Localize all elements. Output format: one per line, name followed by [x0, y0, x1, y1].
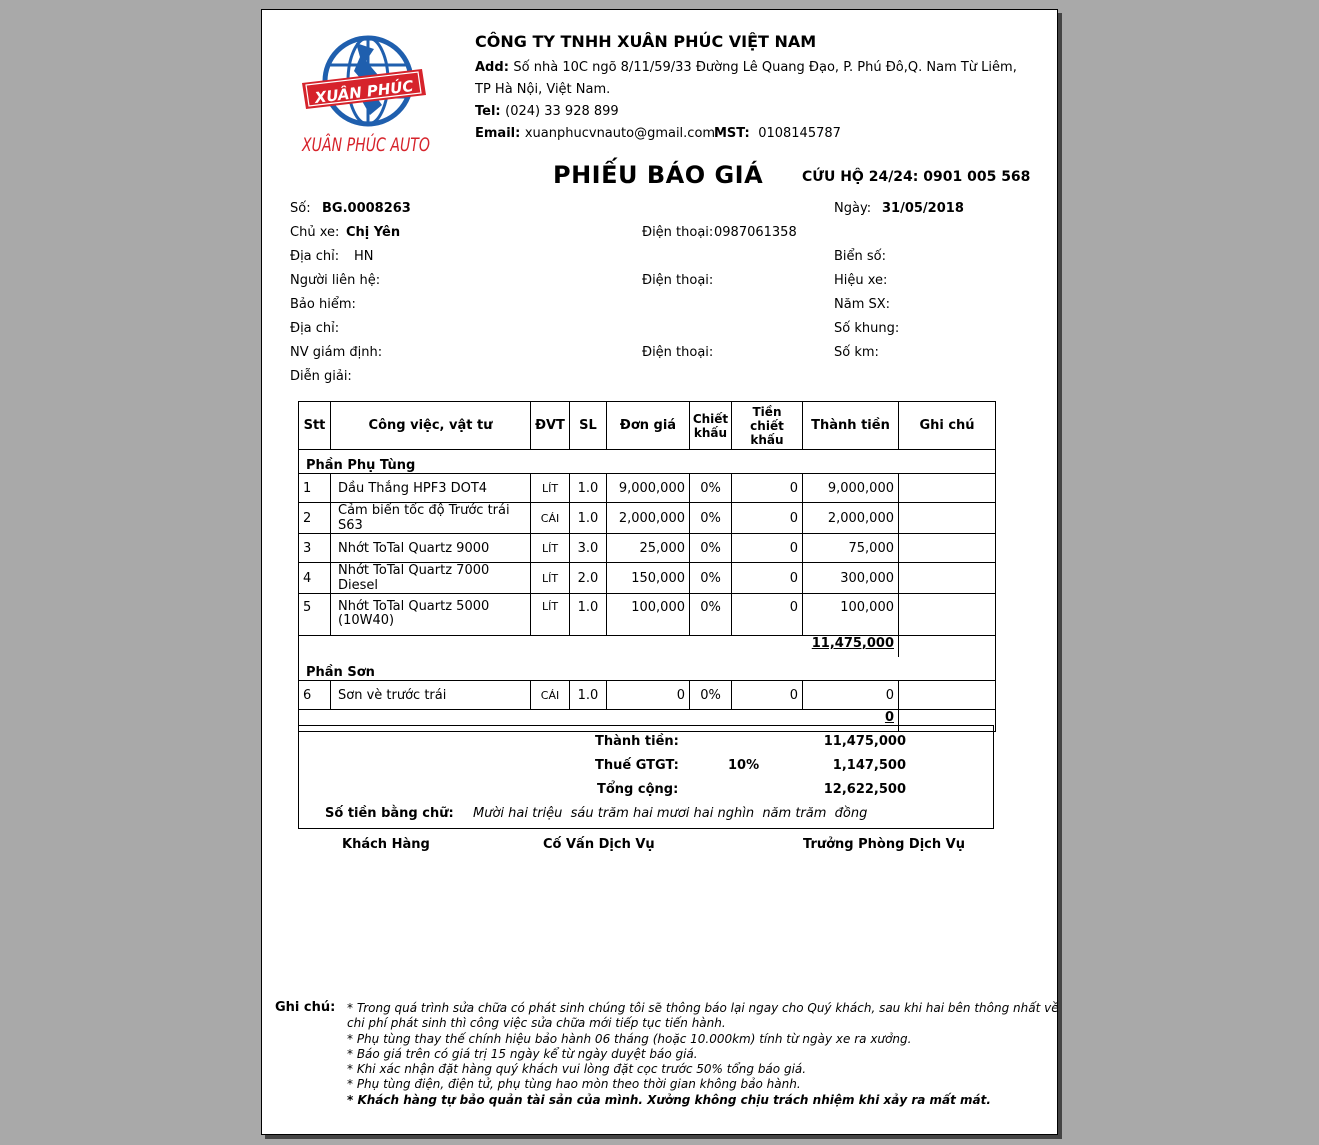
cell-qty: 1.0 — [570, 681, 607, 710]
bang-chu-value: Mười hai triệu sáu trăm hai mươi hai nghìn năm trăm đồng — [473, 806, 868, 821]
nguoi-lien-he-label: Người liên hệ: — [290, 273, 381, 288]
note-line: * Khi xác nhận đặt hàng quý khách vui lòng đặt cọc trước 50% tổng báo giá. — [347, 1062, 807, 1077]
cell-price: 9,000,000 — [607, 474, 690, 503]
cell-total: 0 — [803, 681, 899, 710]
header-cong-viec: Công việc, vật tư — [331, 402, 531, 450]
section-name: Phần Sơn — [299, 657, 996, 681]
cell-name: Sơn vè trước trái — [331, 681, 531, 710]
chu-xe-label: Chủ xe: — [290, 225, 340, 240]
cell-qty: 3.0 — [570, 534, 607, 563]
dia-chi-label: Địa chỉ: — [290, 249, 340, 264]
cell-disc-amt: 0 — [732, 563, 803, 594]
note-line: * Phụ tùng thay thế chính hiệu bảo hành 06 tháng (hoặc 10.000km) tính từ ngày xe ra xưởng. — [347, 1031, 912, 1046]
company-email: Email: xuanphucvnauto@gmail.com — [475, 126, 716, 141]
nv-giam-dinh-label: NV giám định: — [290, 345, 383, 360]
cell-total: 9,000,000 — [803, 474, 899, 503]
hieu-xe-label: Hiệu xe: — [834, 273, 888, 288]
chu-xe-value: Chị Yên — [346, 225, 401, 240]
cell-unit: LÍT — [531, 474, 570, 503]
cell-disc: 0% — [690, 681, 732, 710]
cell-disc: 0% — [690, 594, 732, 636]
cell-disc: 0% — [690, 563, 732, 594]
cell-name: Cảm biến tốc độ Trước trái S63 — [331, 503, 531, 534]
cell-price: 100,000 — [607, 594, 690, 636]
quotation-page — [261, 9, 1058, 1135]
so-khung-label: Số khung: — [834, 321, 900, 336]
cell-stt: 2 — [299, 503, 331, 534]
header-ghi-chu: Ghi chú — [899, 402, 996, 450]
bang-chu-label: Số tiền bằng chữ: — [325, 806, 454, 821]
cell-unit: LÍT — [531, 534, 570, 563]
company-tax: MST: 0108145787 — [714, 126, 841, 141]
signature-truong-phong: Trưởng Phòng Dịch Vụ — [803, 837, 965, 852]
dia-chi-value: HN — [354, 249, 374, 264]
svg-text:XUÂN PHÚC: XUÂN PHÚC — [313, 77, 415, 107]
cell-stt: 6 — [299, 681, 331, 710]
note-line: chi phí phát sinh thì công việc sửa chữa mới tiếp tục tiến hành. — [347, 1016, 726, 1031]
header-stt: Stt — [299, 402, 331, 450]
header-tien-chiet-khau: Tiền chiết khấu — [732, 402, 803, 450]
cell-disc-amt: 0 — [732, 503, 803, 534]
section-name: Phần Phụ Tùng — [299, 450, 996, 474]
ngay-label: Ngày: — [834, 201, 872, 216]
section-subtotal: 11,475,000 — [299, 636, 899, 658]
table-row — [299, 681, 996, 710]
cell-total: 100,000 — [803, 594, 899, 636]
cell-stt: 1 — [299, 474, 331, 503]
svg-text:XUÂN PHÚC AUTO: XUÂN PHÚC AUTO — [302, 134, 475, 156]
cell-name: Nhớt ToTal Quartz 7000 Diesel — [331, 563, 531, 594]
tong-cong-value: 12,622,500 — [823, 782, 906, 797]
table-row — [299, 534, 996, 563]
table-row — [299, 563, 996, 594]
company-tel: Tel: (024) 33 928 899 — [475, 104, 619, 119]
cell-unit: LÍT — [531, 563, 570, 594]
so-value: BG.0008263 — [322, 201, 411, 216]
header-don-gia: Đơn giá — [607, 402, 690, 450]
table-header-row — [299, 402, 996, 450]
company-address-line2: TP Hà Nội, Việt Nam. — [475, 82, 611, 97]
cell-name: Dầu Thắng HPF3 DOT4 — [331, 474, 531, 503]
cell-unit: CÁI — [531, 503, 570, 534]
company-logo — [296, 35, 475, 157]
section-subtotal: 0 — [299, 710, 899, 732]
bao-hiem-label: Bảo hiểm: — [290, 297, 356, 312]
header-chiet-khau: Chiết khấu — [690, 402, 732, 450]
dien-thoai3-label: Điện thoại: — [642, 345, 714, 360]
dien-thoai2-label: Điện thoại: — [642, 273, 714, 288]
cell-note — [899, 594, 996, 636]
table-row — [299, 503, 996, 534]
note-line: * Phụ tùng điện, điện tử, phụ tùng hao mòn theo thời gian không bảo hành. — [347, 1077, 801, 1092]
dien-giai-label: Diễn giải: — [290, 369, 352, 384]
header-dvt: ĐVT — [531, 402, 570, 450]
cell-price: 0 — [607, 681, 690, 710]
cell-disc: 0% — [690, 474, 732, 503]
so-km-label: Số km: — [834, 345, 879, 360]
subtotal-row — [299, 636, 996, 658]
ngay-value: 31/05/2018 — [882, 201, 964, 216]
thanh-tien-label: Thành tiền: — [595, 734, 679, 749]
cell-qty: 2.0 — [570, 563, 607, 594]
cell-disc: 0% — [690, 534, 732, 563]
cell-qty: 1.0 — [570, 503, 607, 534]
header-sl: SL — [570, 402, 607, 450]
note-line: * Báo giá trên có giá trị 15 ngày kể từ ngày duyệt báo giá. — [347, 1046, 698, 1061]
cell-unit: LÍT — [531, 594, 570, 636]
cell-qty: 1.0 — [570, 594, 607, 636]
cell-note — [899, 474, 996, 503]
thue-label: Thuế GTGT: — [595, 758, 679, 773]
thanh-tien-value: 11,475,000 — [823, 734, 906, 749]
cell-price: 2,000,000 — [607, 503, 690, 534]
cell-note — [899, 681, 996, 710]
dien-thoai-label: Điện thoại: — [642, 225, 714, 240]
thue-value: 1,147,500 — [832, 758, 906, 773]
header-thanh-tien: Thành tiền — [803, 402, 899, 450]
cell-disc-amt: 0 — [732, 474, 803, 503]
items-table — [298, 401, 996, 732]
cell-total: 2,000,000 — [803, 503, 899, 534]
cell-total: 75,000 — [803, 534, 899, 563]
cell-stt: 3 — [299, 534, 331, 563]
cell-stt: 5 — [299, 594, 331, 636]
company-name: CÔNG TY TNHH XUÂN PHÚC VIỆT NAM — [475, 32, 817, 51]
cell-disc-amt: 0 — [732, 681, 803, 710]
cell-price: 25,000 — [607, 534, 690, 563]
cell-note — [899, 563, 996, 594]
cell-disc-amt: 0 — [732, 534, 803, 563]
cell-name: Nhớt ToTal Quartz 9000 — [331, 534, 531, 563]
table-row — [299, 474, 996, 503]
cell-unit: CÁI — [531, 681, 570, 710]
section-row — [299, 657, 996, 681]
cell-note — [899, 503, 996, 534]
signature-co-van: Cố Vấn Dịch Vụ — [543, 837, 655, 852]
bien-so-label: Biển số: — [834, 249, 887, 264]
notes-list — [347, 1001, 1059, 1108]
cell-total: 300,000 — [803, 563, 899, 594]
cell-qty: 1.0 — [570, 474, 607, 503]
thue-rate: 10% — [728, 758, 760, 773]
cell-stt: 4 — [299, 563, 331, 594]
so-label: Số: — [290, 201, 311, 216]
cell-name: Nhớt ToTal Quartz 5000 (10W40) — [331, 594, 531, 636]
hotline: CỨU HỘ 24/24: 0901 005 568 — [802, 169, 1031, 185]
note-line: * Trong quá trình sửa chữa có phát sinh chúng tôi sẽ thông báo lại ngay cho Quý khách, sau khi hai bên thông nhất về — [347, 1001, 1059, 1015]
cell-note — [899, 534, 996, 563]
cell-price: 150,000 — [607, 563, 690, 594]
table-row — [299, 594, 996, 636]
note-line-bold: * Khách hàng tự bảo quản tài sản của mình. Xưởng không chịu trách nhiệm khi xảy ra mất mát. — [347, 1092, 991, 1107]
cell-disc: 0% — [690, 503, 732, 534]
section-row — [299, 450, 996, 474]
document-title: PHIẾU BÁO GIÁ — [553, 161, 764, 189]
nam-sx-label: Năm SX: — [834, 297, 891, 312]
dia-chi2-label: Địa chỉ: — [290, 321, 340, 336]
cell-disc-amt: 0 — [732, 594, 803, 636]
signature-khach-hang: Khách Hàng — [342, 837, 430, 852]
company-address-line1: Add: Số nhà 10C ngõ 8/11/59/33 Đường Lê Quang Đạo, P. Phú Đô,Q. Nam Từ Liêm, — [475, 60, 1017, 75]
dien-thoai-value: 0987061358 — [714, 225, 797, 240]
notes-label: Ghi chú: — [275, 1000, 336, 1015]
tong-cong-label: Tổng cộng: — [597, 782, 679, 797]
